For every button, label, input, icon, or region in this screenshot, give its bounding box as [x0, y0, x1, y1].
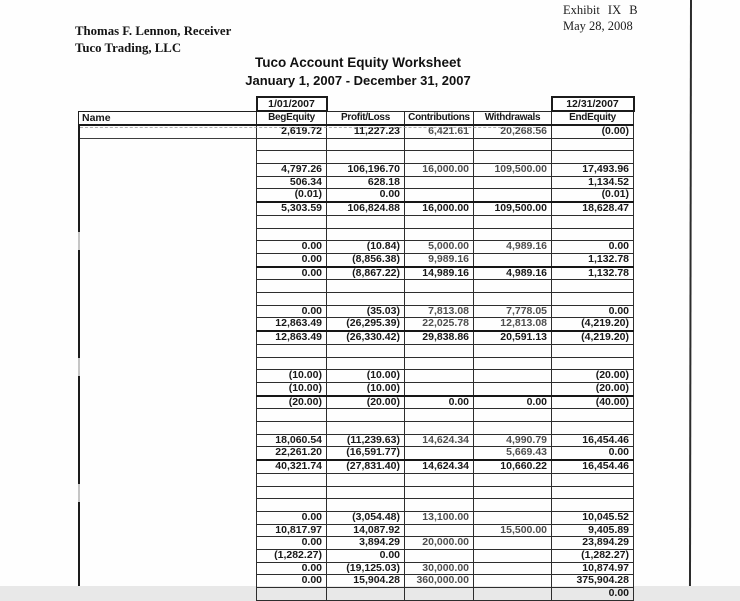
- cell-end-equity: [552, 138, 634, 151]
- cell-beg-equity: [257, 151, 327, 164]
- cell-name: [79, 473, 257, 486]
- column-header-withdrawals: Withdrawals: [474, 111, 552, 125]
- date-row-gap: [327, 97, 552, 111]
- cell-contributions: 30,000.00: [405, 562, 474, 575]
- cell-profit-loss: (27,831.40): [327, 460, 405, 473]
- cell-withdrawals: [474, 138, 552, 151]
- cell-withdrawals: [474, 189, 552, 202]
- table-row: [79, 280, 634, 293]
- exhibit-label: Exhibit IX B: [563, 3, 638, 17]
- cell-withdrawals: [474, 537, 552, 550]
- cell-end-equity: [552, 473, 634, 486]
- date-row: [79, 97, 634, 111]
- cell-contributions: 14,624.34: [405, 434, 474, 447]
- cell-name: [79, 331, 257, 344]
- cell-name: [79, 575, 257, 588]
- cell-beg-equity: (10.00): [257, 370, 327, 383]
- table-row: [79, 318, 634, 331]
- cell-profit-loss: (26,330.42): [327, 331, 405, 344]
- cell-withdrawals: 7,778.05: [474, 305, 552, 318]
- cell-end-equity: (20.00): [552, 382, 634, 395]
- cell-profit-loss: (26,295.39): [327, 318, 405, 331]
- cell-contributions: [405, 176, 474, 189]
- cell-end-equity: [552, 280, 634, 293]
- cell-withdrawals: 4,989.16: [474, 267, 552, 280]
- table-row: [79, 241, 634, 254]
- cell-name: [79, 176, 257, 189]
- cell-contributions: [405, 524, 474, 537]
- cell-beg-equity: 22,261.20: [257, 447, 327, 460]
- cell-end-equity: 17,493.96: [552, 164, 634, 177]
- table-row: [79, 382, 634, 395]
- cell-withdrawals: [474, 357, 552, 370]
- cell-contributions: [405, 422, 474, 435]
- cell-name: [79, 396, 257, 409]
- table-row: [79, 357, 634, 370]
- name-column-left-border: [78, 124, 80, 586]
- cell-contributions: 16,000.00: [405, 202, 474, 215]
- cell-withdrawals: [474, 293, 552, 306]
- cell-withdrawals: 4,990.79: [474, 434, 552, 447]
- cell-end-equity: 23,894.29: [552, 537, 634, 550]
- cell-withdrawals: [474, 370, 552, 383]
- date-box-beg: 1/01/2007: [257, 97, 327, 111]
- cell-end-equity: 1,132.78: [552, 267, 634, 280]
- table-row: [79, 486, 634, 499]
- cell-end-equity: (40.00): [552, 396, 634, 409]
- cell-beg-equity: 18,060.54: [257, 434, 327, 447]
- equity-worksheet-table: [78, 96, 635, 601]
- cell-beg-equity: [257, 499, 327, 512]
- cell-contributions: 6,421.61: [405, 125, 474, 138]
- cell-beg-equity: 0.00: [257, 305, 327, 318]
- cell-beg-equity: 0.00: [257, 267, 327, 280]
- cell-beg-equity: (20.00): [257, 396, 327, 409]
- cell-beg-equity: (0.01): [257, 189, 327, 202]
- header-underline-scan-ghost: [80, 127, 536, 128]
- cell-end-equity: [552, 344, 634, 357]
- cell-contributions: 0.00: [405, 396, 474, 409]
- cell-name: [79, 447, 257, 460]
- cell-contributions: 7,813.08: [405, 305, 474, 318]
- cell-withdrawals: [474, 422, 552, 435]
- cell-profit-loss: [327, 499, 405, 512]
- table-row: [79, 267, 634, 280]
- cell-profit-loss: (11,239.63): [327, 434, 405, 447]
- date-row-spacer: [79, 97, 257, 111]
- cell-withdrawals: [474, 550, 552, 563]
- cell-beg-equity: 2,619.72: [257, 125, 327, 138]
- cell-profit-loss: [327, 280, 405, 293]
- cell-end-equity: 18,628.47: [552, 202, 634, 215]
- table-row: [79, 138, 634, 151]
- cell-profit-loss: (19,125.03): [327, 562, 405, 575]
- cell-name: [79, 189, 257, 202]
- column-header-beg-equity: BegEquity: [257, 111, 327, 125]
- cell-withdrawals: [474, 511, 552, 524]
- cell-beg-equity: 40,321.74: [257, 460, 327, 473]
- cell-beg-equity: [257, 215, 327, 228]
- cell-profit-loss: [327, 588, 405, 601]
- cell-name: [79, 344, 257, 357]
- cell-end-equity: [552, 215, 634, 228]
- cell-end-equity: [552, 422, 634, 435]
- cell-profit-loss: (16,591.77): [327, 447, 405, 460]
- cell-name: [79, 460, 257, 473]
- cell-name: [79, 370, 257, 383]
- cell-withdrawals: [474, 228, 552, 241]
- cell-profit-loss: [327, 215, 405, 228]
- cell-beg-equity: [257, 486, 327, 499]
- cell-name: [79, 537, 257, 550]
- cell-contributions: 14,989.16: [405, 267, 474, 280]
- cell-name: [79, 280, 257, 293]
- cell-name: [79, 409, 257, 422]
- cell-beg-equity: 10,817.97: [257, 524, 327, 537]
- table-row: [79, 409, 634, 422]
- cell-end-equity: 9,405.89: [552, 524, 634, 537]
- cell-name: [79, 357, 257, 370]
- cell-contributions: 9,989.16: [405, 253, 474, 266]
- cell-withdrawals: [474, 382, 552, 395]
- cell-beg-equity: [257, 473, 327, 486]
- cell-name: [79, 164, 257, 177]
- cell-withdrawals: [474, 486, 552, 499]
- equity-table: [78, 96, 635, 601]
- cell-name: [79, 151, 257, 164]
- cell-contributions: [405, 473, 474, 486]
- cell-name: [79, 499, 257, 512]
- cell-end-equity: 10,045.52: [552, 511, 634, 524]
- table-row: [79, 447, 634, 460]
- cell-withdrawals: [474, 562, 552, 575]
- table-row: [79, 422, 634, 435]
- cell-beg-equity: [257, 409, 327, 422]
- cell-withdrawals: 15,500.00: [474, 524, 552, 537]
- cell-profit-loss: (3,054.48): [327, 511, 405, 524]
- cell-beg-equity: 12,863.49: [257, 318, 327, 331]
- cell-name: [79, 305, 257, 318]
- cell-profit-loss: [327, 293, 405, 306]
- cell-end-equity: (4,219.20): [552, 331, 634, 344]
- cell-withdrawals: 5,669.43: [474, 447, 552, 460]
- cell-name: [79, 228, 257, 241]
- table-row: [79, 575, 634, 588]
- table-row: [79, 305, 634, 318]
- cell-contributions: [405, 550, 474, 563]
- cell-name: [79, 562, 257, 575]
- cell-end-equity: 375,904.28: [552, 575, 634, 588]
- cell-withdrawals: 109,500.00: [474, 202, 552, 215]
- cell-withdrawals: [474, 473, 552, 486]
- cell-contributions: 13,100.00: [405, 511, 474, 524]
- cell-end-equity: 16,454.46: [552, 460, 634, 473]
- cell-withdrawals: 0.00: [474, 396, 552, 409]
- cell-beg-equity: 4,797.26: [257, 164, 327, 177]
- title-block: [78, 54, 638, 90]
- cell-name: [79, 550, 257, 563]
- cell-contributions: [405, 215, 474, 228]
- cell-withdrawals: [474, 588, 552, 601]
- company-name: Tuco Trading, LLC: [75, 41, 182, 55]
- cell-contributions: [405, 228, 474, 241]
- table-row: [79, 293, 634, 306]
- cell-end-equity: (0.00): [552, 125, 634, 138]
- cell-profit-loss: 14,087.92: [327, 524, 405, 537]
- cell-contributions: [405, 486, 474, 499]
- cell-contributions: [405, 409, 474, 422]
- cell-beg-equity: 12,863.49: [257, 331, 327, 344]
- cell-withdrawals: [474, 215, 552, 228]
- cell-withdrawals: [474, 151, 552, 164]
- cell-beg-equity: [257, 357, 327, 370]
- cell-profit-loss: (8,856.38): [327, 253, 405, 266]
- cell-contributions: 22,025.78: [405, 318, 474, 331]
- cell-withdrawals: 20,268.56: [474, 125, 552, 138]
- cell-contributions: [405, 344, 474, 357]
- cell-beg-equity: [257, 588, 327, 601]
- cell-name: [79, 434, 257, 447]
- cell-withdrawals: [474, 176, 552, 189]
- cell-contributions: [405, 293, 474, 306]
- cell-beg-equity: 5,303.59: [257, 202, 327, 215]
- cell-end-equity: 0.00: [552, 588, 634, 601]
- cell-profit-loss: (10.00): [327, 382, 405, 395]
- cell-profit-loss: (35.03): [327, 305, 405, 318]
- cell-end-equity: [552, 499, 634, 512]
- cell-beg-equity: (10.00): [257, 382, 327, 395]
- cell-end-equity: 10,874.97: [552, 562, 634, 575]
- cell-end-equity: (4,219.20): [552, 318, 634, 331]
- table-row: [79, 473, 634, 486]
- cell-name: [79, 138, 257, 151]
- cell-name: [79, 511, 257, 524]
- cell-end-equity: [552, 228, 634, 241]
- cell-contributions: 16,000.00: [405, 164, 474, 177]
- cell-end-equity: [552, 409, 634, 422]
- table-row: [79, 396, 634, 409]
- worksheet-subtitle: January 1, 2007 - December 31, 2007: [245, 73, 471, 88]
- worksheet-title: Tuco Account Equity Worksheet: [254, 55, 462, 70]
- cell-profit-loss: 106,824.88: [327, 202, 405, 215]
- cell-beg-equity: 0.00: [257, 253, 327, 266]
- cell-contributions: 14,624.34: [405, 460, 474, 473]
- cell-beg-equity: (1,282.27): [257, 550, 327, 563]
- cell-name: [79, 524, 257, 537]
- cell-profit-loss: (8,867.22): [327, 267, 405, 280]
- table-row: [79, 511, 634, 524]
- page-edge-scan-line: [689, 0, 692, 586]
- cell-contributions: [405, 588, 474, 601]
- cell-name: [79, 241, 257, 254]
- cell-withdrawals: [474, 409, 552, 422]
- table-row: [79, 228, 634, 241]
- cell-name: [79, 202, 257, 215]
- cell-name: [79, 486, 257, 499]
- table-row: [79, 524, 634, 537]
- cell-profit-loss: (10.00): [327, 370, 405, 383]
- table-row: [79, 434, 634, 447]
- cell-profit-loss: [327, 357, 405, 370]
- cell-end-equity: 1,134.52: [552, 176, 634, 189]
- cell-end-equity: (20.00): [552, 370, 634, 383]
- table-row: [79, 550, 634, 563]
- cell-profit-loss: 11,227.23: [327, 125, 405, 138]
- table-row: [79, 215, 634, 228]
- cell-profit-loss: 0.00: [327, 189, 405, 202]
- column-header-name: Name: [79, 111, 257, 125]
- cell-contributions: 5,000.00: [405, 241, 474, 254]
- cell-contributions: [405, 151, 474, 164]
- cell-end-equity: (1,282.27): [552, 550, 634, 563]
- exhibit-date: May 28, 2008: [563, 18, 633, 33]
- cell-name: [79, 267, 257, 280]
- cell-contributions: [405, 189, 474, 202]
- cell-withdrawals: 4,989.16: [474, 241, 552, 254]
- cell-name: [79, 422, 257, 435]
- date-box-end: 12/31/2007: [552, 97, 634, 111]
- table-row: [79, 253, 634, 266]
- cell-beg-equity: 506.34: [257, 176, 327, 189]
- cell-end-equity: (0.01): [552, 189, 634, 202]
- cell-contributions: [405, 447, 474, 460]
- cell-beg-equity: 0.00: [257, 537, 327, 550]
- cell-end-equity: 0.00: [552, 447, 634, 460]
- cell-beg-equity: [257, 293, 327, 306]
- cell-contributions: [405, 370, 474, 383]
- cell-end-equity: 16,454.46: [552, 434, 634, 447]
- cell-profit-loss: 15,904.28: [327, 575, 405, 588]
- cell-profit-loss: [327, 344, 405, 357]
- cell-withdrawals: 10,660.22: [474, 460, 552, 473]
- table-row: [79, 460, 634, 473]
- cell-name: [79, 293, 257, 306]
- cell-beg-equity: [257, 228, 327, 241]
- cell-profit-loss: 628.18: [327, 176, 405, 189]
- cell-name: [79, 382, 257, 395]
- cell-contributions: [405, 499, 474, 512]
- cell-end-equity: 0.00: [552, 241, 634, 254]
- cell-profit-loss: [327, 422, 405, 435]
- cell-beg-equity: [257, 280, 327, 293]
- cell-end-equity: [552, 293, 634, 306]
- table-row: [79, 202, 634, 215]
- cell-contributions: [405, 357, 474, 370]
- cell-withdrawals: [474, 344, 552, 357]
- cell-name: [79, 318, 257, 331]
- cell-profit-loss: [327, 151, 405, 164]
- cell-profit-loss: [327, 228, 405, 241]
- cell-profit-loss: 3,894.29: [327, 537, 405, 550]
- table-row: [79, 164, 634, 177]
- cell-contributions: [405, 382, 474, 395]
- table-row: [79, 189, 634, 202]
- cell-profit-loss: (20.00): [327, 396, 405, 409]
- cell-withdrawals: 109,500.00: [474, 164, 552, 177]
- table-row: [79, 370, 634, 383]
- cell-profit-loss: 106,196.70: [327, 164, 405, 177]
- cell-contributions: 360,000.00: [405, 575, 474, 588]
- table-row: [79, 344, 634, 357]
- receiver-name: Thomas F. Lennon, Receiver: [75, 24, 232, 38]
- cell-end-equity: [552, 357, 634, 370]
- cell-withdrawals: [474, 280, 552, 293]
- cell-beg-equity: [257, 138, 327, 151]
- cell-end-equity: 1,132.78: [552, 253, 634, 266]
- cell-end-equity: [552, 151, 634, 164]
- cell-end-equity: 0.00: [552, 305, 634, 318]
- cell-beg-equity: [257, 422, 327, 435]
- cell-beg-equity: 0.00: [257, 241, 327, 254]
- cell-contributions: [405, 280, 474, 293]
- cell-profit-loss: (10.84): [327, 241, 405, 254]
- table-row: [79, 537, 634, 550]
- column-header-profit-loss: Profit/Loss: [327, 111, 405, 125]
- table-row: [79, 151, 634, 164]
- cell-beg-equity: [257, 344, 327, 357]
- table-row: [79, 176, 634, 189]
- table-row: [79, 331, 634, 344]
- cell-withdrawals: [474, 499, 552, 512]
- cell-withdrawals: [474, 253, 552, 266]
- cell-withdrawals: [474, 575, 552, 588]
- cell-profit-loss: [327, 473, 405, 486]
- cell-profit-loss: 0.00: [327, 550, 405, 563]
- receiver-block: [75, 23, 231, 57]
- cell-name: [79, 215, 257, 228]
- table-row: [79, 499, 634, 512]
- column-header-contributions: Contributions: [405, 111, 474, 125]
- cell-beg-equity: 0.00: [257, 562, 327, 575]
- header-row: [79, 111, 634, 125]
- column-header-end-equity: EndEquity: [552, 111, 634, 125]
- cell-contributions: 29,838.86: [405, 331, 474, 344]
- exhibit-stamp: [563, 3, 638, 34]
- cell-profit-loss: [327, 138, 405, 151]
- cell-profit-loss: [327, 486, 405, 499]
- cell-contributions: 20,000.00: [405, 537, 474, 550]
- cell-name: [79, 253, 257, 266]
- cell-contributions: [405, 138, 474, 151]
- cell-end-equity: [552, 486, 634, 499]
- cell-withdrawals: 12,813.08: [474, 318, 552, 331]
- cell-beg-equity: 0.00: [257, 511, 327, 524]
- cell-beg-equity: 0.00: [257, 575, 327, 588]
- table-row: [79, 588, 634, 601]
- table-row: [79, 562, 634, 575]
- cell-name: [79, 588, 257, 601]
- cell-profit-loss: [327, 409, 405, 422]
- cell-withdrawals: 20,591.13: [474, 331, 552, 344]
